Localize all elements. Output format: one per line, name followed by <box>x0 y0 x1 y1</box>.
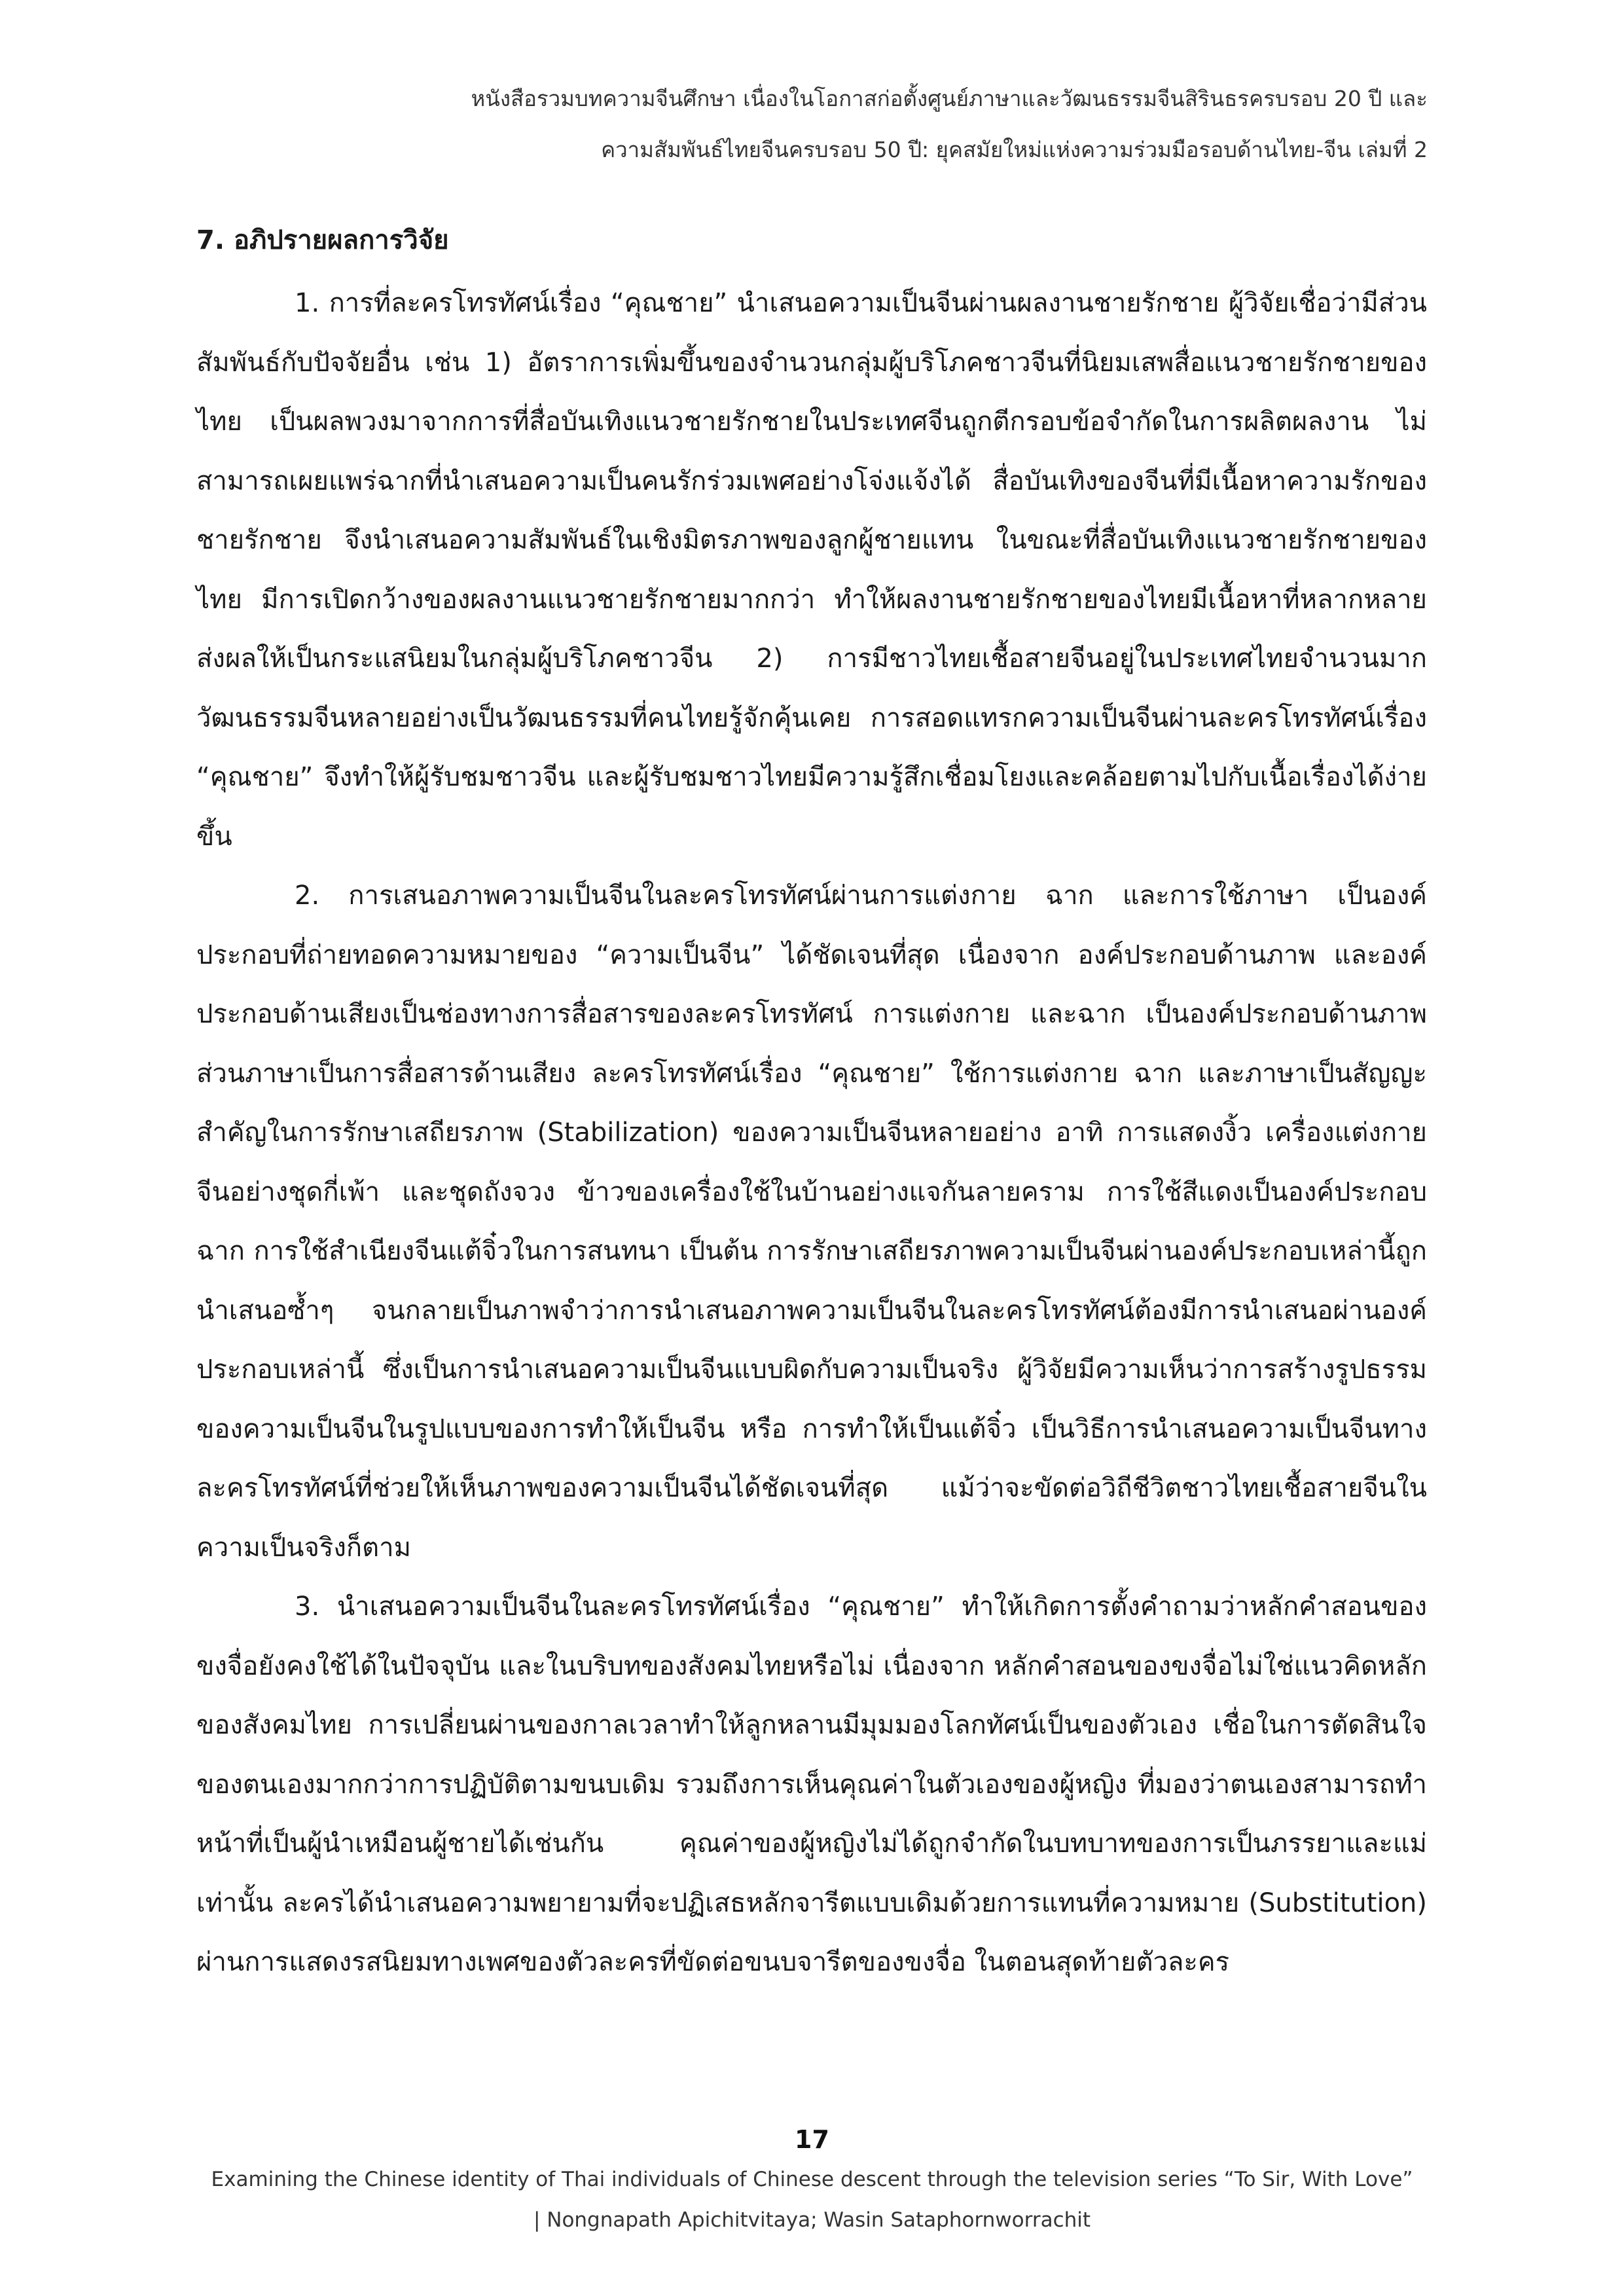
footer-authors: | Nongnapath Apichitvitaya; Wasin Sataphornworrachit <box>533 2208 1091 2232</box>
paragraph-2: 2. การเสนอภาพความเป็นจีนในละครโทรทัศน์ผ่านการแต่งกาย ฉาก และการใช้ภาษา เป็นองค์ประกอบที่ถ่ายทอดความหมายของ “ความเป็นจีน” ได้ชัดเจนที่สุด เนื่องจาก องค์ประกอบด้านภาพ และองค์ประกอบด้านเสียงเป็นช่องทางการสื่อสารของละครโทรทัศน์ การแต่งกาย และฉาก เป็นองค์ประกอบด้านภาพ ส่วนภาษาเป็นการสื่อสารด้านเสียง ละครโทรทัศน์เรื่อง “คุณชาย” ใช้การแต่งกาย ฉาก และภาษาเป็นสัญญะสำคัญในการรักษาเสถียรภาพ (Stabilization) ของความเป็นจีนหลายอย่าง อาทิ การแสดงงิ้ว เครื่องแต่งกายจีนอย่างชุดกี่เพ้า และชุดถังจวง ข้าวของเครื่องใช้ในบ้านอย่างแจกันลายคราม การใช้สีแดงเป็นองค์ประกอบฉาก การใช้สำเนียงจีนแต้จิ๋วในการสนทนา เป็นต้น การรักษาเสถียรภาพความเป็นจีนผ่านองค์ประกอบเหล่านี้ถูกนำเสนอซ้ำๆ จนกลายเป็นภาพจำว่าการนำเสนอภาพความเป็นจีนในละครโทรทัศน์ต้องมีการนำเสนอผ่านองค์ประกอบเหล่านี้ ซึ่งเป็นการนำเสนอความเป็นจีนแบบผิดกับความเป็นจริง ผู้วิจัยมีความเห็นว่าการสร้างรูปธรรมของความเป็นจีนในรูปแบบของการทำให้เป็นจีน หรือ การทำให้เป็นแต้จิ๋ว เป็นวิธีการนำเสนอความเป็นจีนทางละครโทรทัศน์ที่ช่วยให้เห็นภาพของความเป็นจีนได้ชัดเจนที่สุด แม้ว่าจะขัดต่อวิถีชีวิตชาวไทยเชื้อสายจีนในความเป็นจริงก็ตาม <box>196 881 1428 1563</box>
page-number: 17 <box>795 2125 829 2154</box>
page-footer <box>0 2120 1624 2240</box>
main-content <box>196 211 1427 1992</box>
running-header-line-1: หนังสือรวมบทความจีนศึกษา เนื่องในโอกาสก่อตั้งศูนย์ภาษาและวัฒนธรรมจีนสิรินธรครบรอบ 20 ปี และ <box>471 86 1428 111</box>
running-header <box>315 73 1428 175</box>
paragraph-1: 1. การที่ละครโทรทัศน์เรื่อง “คุณชาย” นำเสนอความเป็นจีนผ่านผลงานชายรักชาย ผู้วิจัยเชื่อว่ามีส่วนสัมพันธ์กับปัจจัยอื่น เช่น 1) อัตราการเพิ่มขึ้นของจำนวนกลุ่มผู้บริโภคชาวจีนที่นิยมเสพสื่อแนวชายรักชายของไทย เป็นผลพวงมาจากการที่สื่อบันเทิงแนวชายรักชายในประเทศจีนถูกตีกรอบข้อจำกัดในการผลิตผลงาน ไม่สามารถเผยแพร่ฉากที่นำเสนอความเป็นคนรักร่วมเพศอย่างโจ่งแจ้งได้ สื่อบันเทิงของจีนที่มีเนื้อหาความรักของชายรักชาย จึงนำเสนอความสัมพันธ์ในเชิงมิตรภาพของลูกผู้ชายแทน ในขณะที่สื่อบันเทิงแนวชายรักชายของไทย มีการเปิดกว้างของผลงานแนวชายรักชายมากกว่า ทำให้ผลงานชายรักชายของไทยมีเนื้อหาที่หลากหลาย ส่งผลให้เป็นกระแสนิยมในกลุ่มผู้บริโภคชาวจีน 2) การมีชาวไทยเชื้อสายจีนอยู่ในประเทศไทยจำนวนมาก วัฒนธรรมจีนหลายอย่างเป็นวัฒนธรรมที่คนไทยรู้จักคุ้นเคย การสอดแทรกความเป็นจีนผ่านละครโทรทัศน์เรื่อง “คุณชาย” จึงทำให้ผู้รับชมชาวจีน และผู้รับชมชาวไทยมีความรู้สึกเชื่อมโยงและคล้อยตามไปกับเนื้อเรื่องได้ง่ายขึ้น <box>196 288 1427 852</box>
running-header-line-2: ความสัมพันธ์ไทยจีนครบรอบ 50 ปี: ยุคสมัยใหม่แห่งความร่วมมือรอบด้านไทย-จีน เล่มที่ 2 <box>601 137 1428 162</box>
section-title: 7. อภิปรายผลการวิจัย <box>196 225 449 255</box>
paragraph-3: 3. นำเสนอความเป็นจีนในละครโทรทัศน์เรื่อง “คุณชาย” ทำให้เกิดการตั้งคำถามว่าหลักคำสอนของขงจื่อยังคงใช้ได้ในปัจจุบัน และในบริบทของสังคมไทยหรือไม่ เนื่องจาก หลักคำสอนของขงจื่อไม่ใช่แนวคิดหลักของสังคมไทย การเปลี่ยนผ่านของกาลเวลาทำให้ลูกหลานมีมุมมองโลกทัศน์เป็นของตัวเอง เชื่อในการตัดสินใจของตนเองมากกว่าการปฏิบัติตามขนบเดิม รวมถึงการเห็นคุณค่าในตัวเองของผู้หญิง ที่มองว่าตนเองสามารถทำหน้าที่เป็นผู้นำเหมือนผู้ชายได้เช่นกัน คุณค่าของผู้หญิงไม่ได้ถูกจำกัดในบทบาทของการเป็นภรรยาและแม่เท่านั้น ละครได้นำเสนอความพยายามที่จะปฏิเสธหลักจารีตแบบเดิมด้วยการแทนที่ความหมาย (Substitution) ผ่านการแสดงรสนิยมทางเพศของตัวละครที่ขัดต่อขนบจารีตของขงจื่อ ในตอนสุดท้ายตัวละคร <box>196 1592 1427 1977</box>
footer-article-title: Examining the Chinese identity of Thai individuals of Chinese descent through the television series “To Sir, With Love” <box>211 2168 1413 2191</box>
